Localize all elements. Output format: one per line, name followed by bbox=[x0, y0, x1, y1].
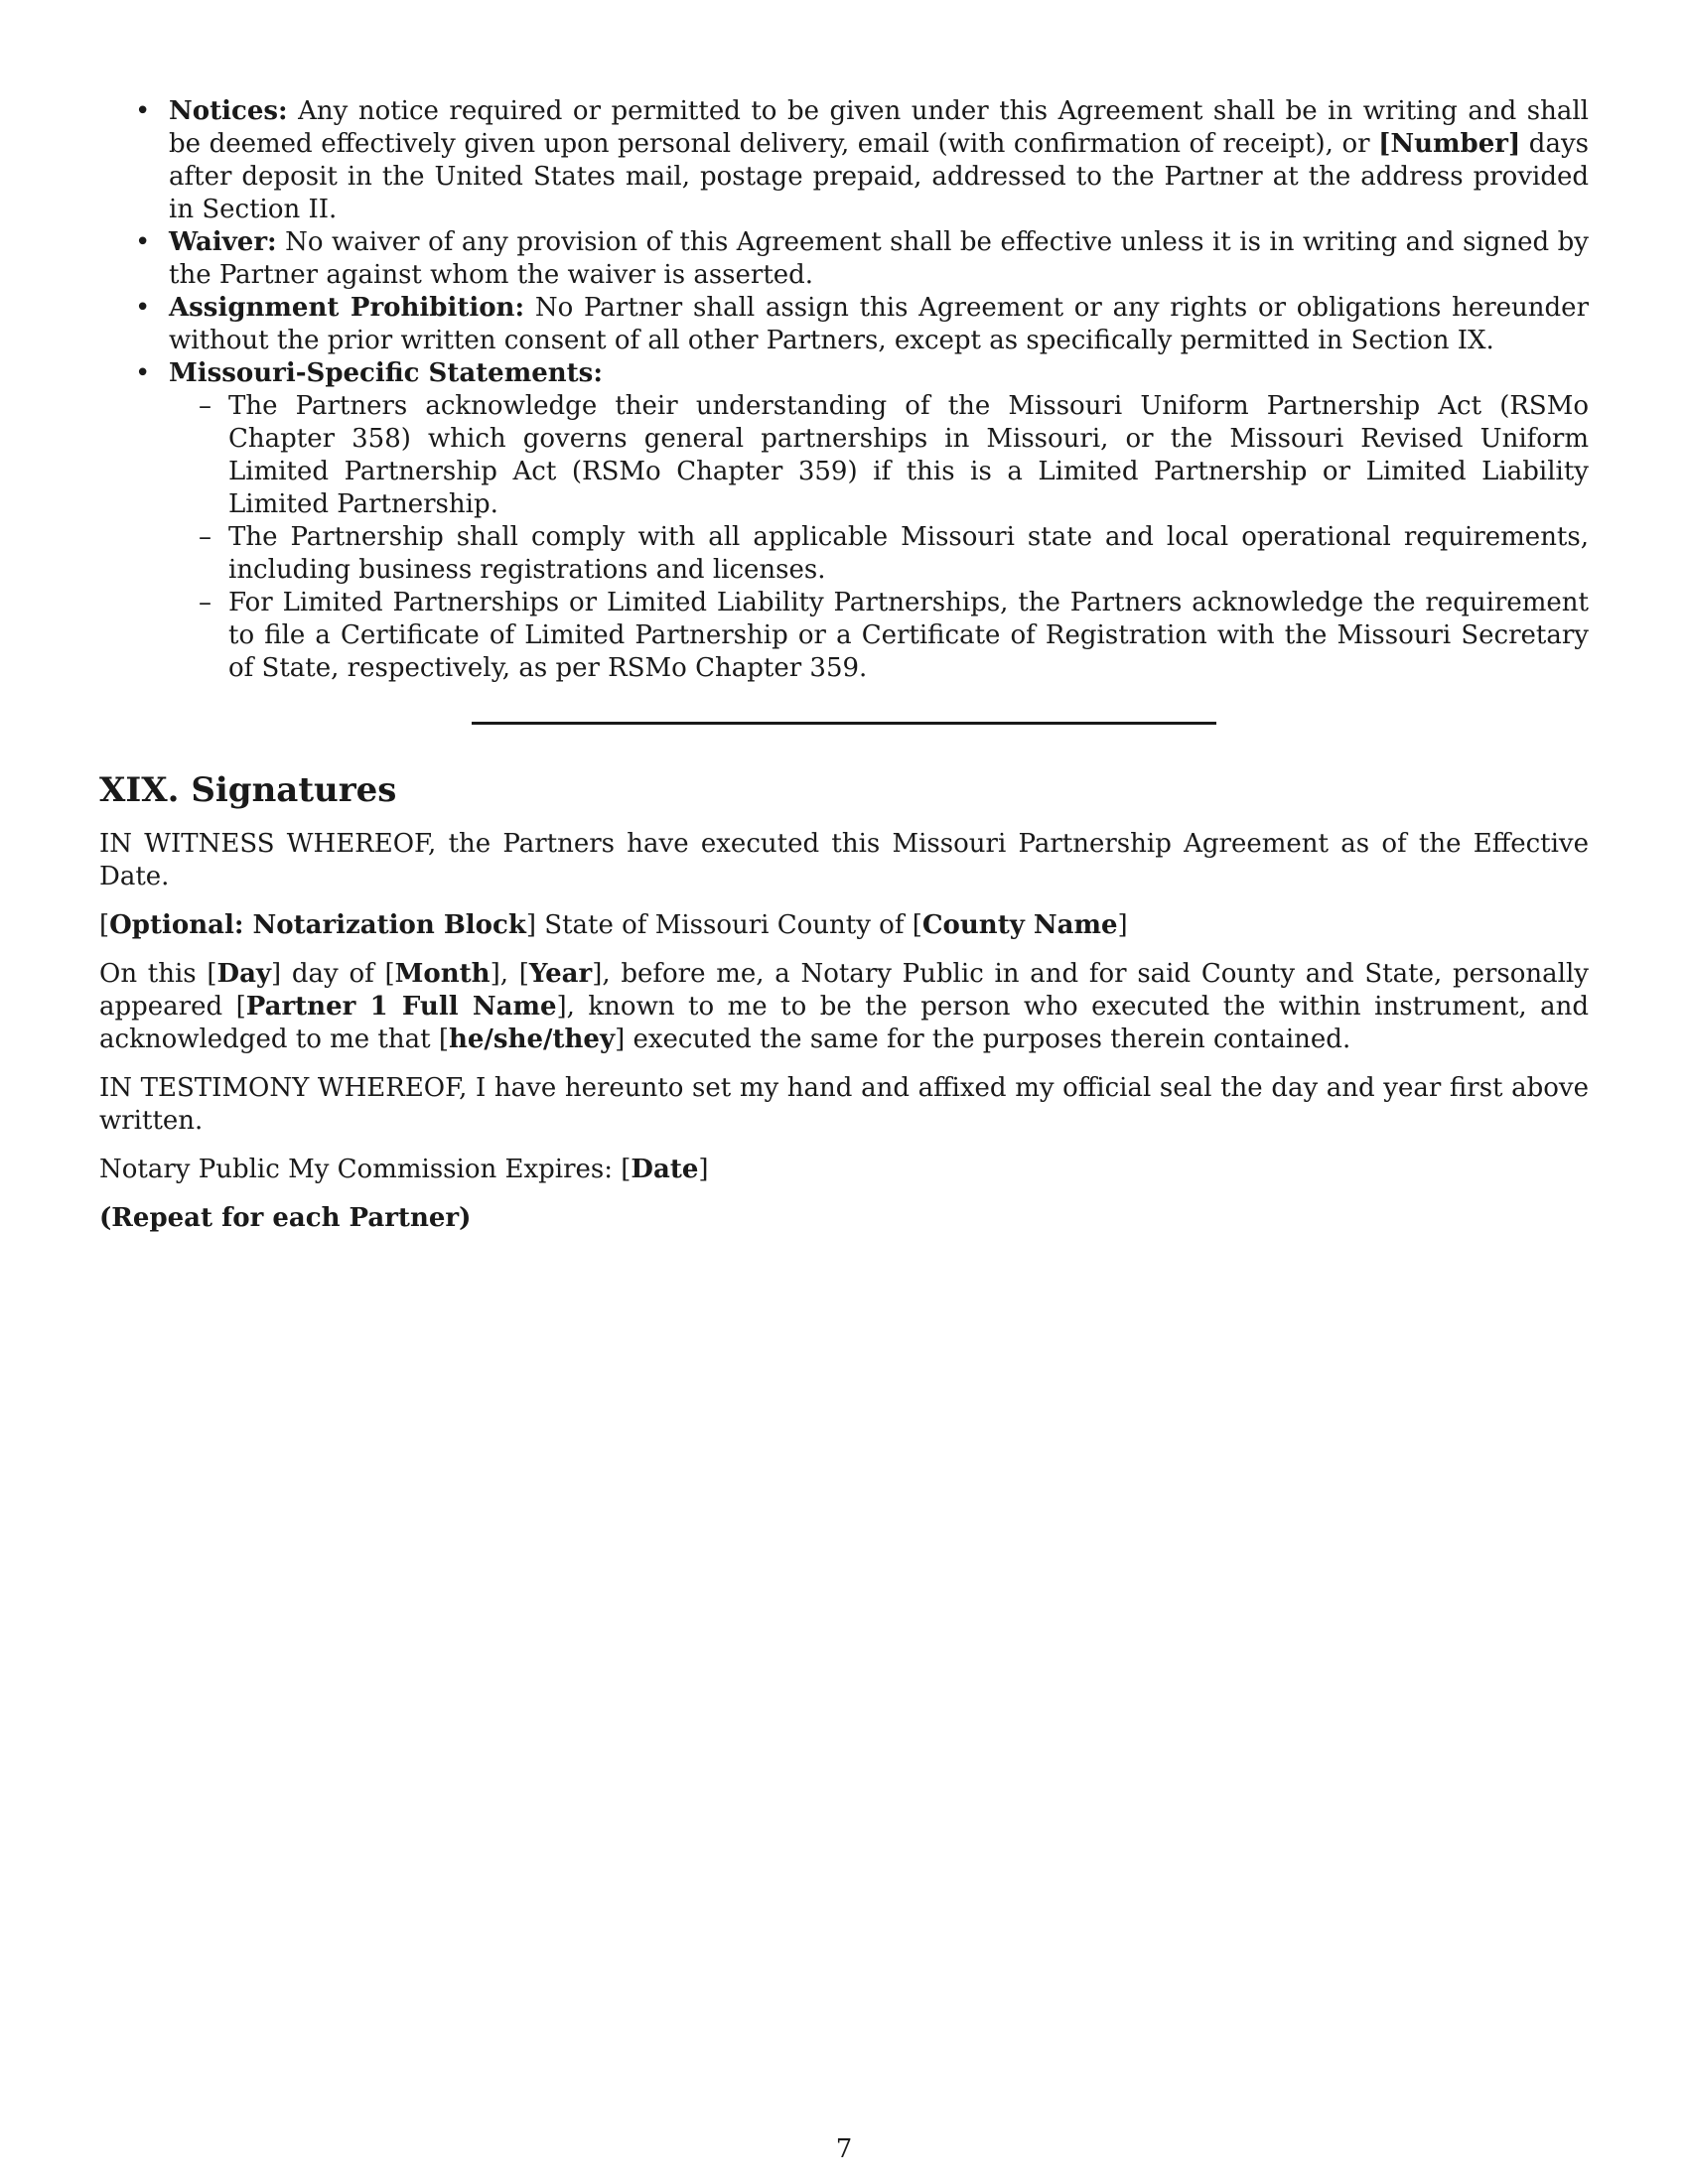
document-page bbox=[99, 95, 1589, 1251]
day-placeholder: Day bbox=[216, 959, 272, 989]
assignment-clause bbox=[99, 292, 1589, 357]
waiver-text: No waiver of any provision of this Agreement shall be effective unless it is in writing and signed by the Partner against whom the waiver is asserted. bbox=[169, 227, 1589, 290]
county-placeholder: County Name bbox=[921, 910, 1118, 940]
year-placeholder: Year bbox=[528, 959, 593, 989]
notary-block-text: State of Missouri County of [ bbox=[536, 910, 922, 940]
waiver-clause bbox=[99, 226, 1589, 292]
bracket: ] bbox=[698, 1155, 709, 1184]
missouri-statement: – The Partners acknowledge their understanding of the Missouri Uniform Partnership Act (RSMo Chapter 358) which governs general partnerships in Missouri, or the Missouri Revised Uniform Limited Partnership Act (RSMo Chapter 359) if this is a Limited Partnership or Limited Liability Limited Partnership. bbox=[169, 390, 1589, 521]
notices-number-placeholder: [Number] bbox=[1378, 129, 1521, 159]
acknowledgment-paragraph bbox=[99, 958, 1589, 1056]
commission-paragraph bbox=[99, 1154, 1589, 1186]
notices-label: Notices: bbox=[169, 96, 288, 126]
ack-text: ] executed the same for the purposes therein contained. bbox=[615, 1024, 1351, 1054]
ack-text: On this [ bbox=[99, 959, 217, 989]
waiver-label: Waiver: bbox=[169, 227, 277, 257]
notices-clause bbox=[99, 95, 1589, 226]
missouri-statements-list bbox=[169, 390, 1589, 685]
ack-text: ], known to me to be the person who executed the within instrument, and acknowledged to me that [ bbox=[99, 992, 1590, 1054]
witness-paragraph: IN WITNESS WHEREOF, the Partners have executed this Missouri Partnership Agreement as of the Effective Date. bbox=[99, 829, 1589, 891]
notices-text-before: Any notice required or permitted to be given under this Agreement shall be in writing and shall be deemed effectively given upon personal delivery, email (with confirmation of receipt), or bbox=[169, 96, 1589, 159]
assignment-label: Assignment Prohibition: bbox=[169, 293, 525, 323]
missouri-statement: – For Limited Partnerships or Limited Liability Partnerships, the Partners acknowledge the requirement to file a Certificate of Limited Partnership or a Certificate of Registration with the Missouri Secretary of State, respectively, as per RSMo Chapter 359. bbox=[169, 587, 1589, 685]
commission-text: Notary Public My Commission Expires: [ bbox=[99, 1155, 632, 1184]
bracket: ] bbox=[1117, 910, 1128, 940]
missouri-statement: – The Partnership shall comply with all applicable Missouri state and local operational requirements, including business registrations and licenses. bbox=[169, 521, 1589, 587]
signatures-heading: XIX. Signatures bbox=[99, 770, 397, 810]
bracket: [ bbox=[99, 910, 110, 940]
partner-name-placeholder: Partner 1 Full Name bbox=[245, 992, 557, 1022]
missouri-label: Missouri-Specific Statements: bbox=[169, 358, 603, 388]
repeat-note bbox=[99, 1202, 1589, 1235]
bracket: ] bbox=[525, 910, 537, 940]
pronoun-placeholder: he/she/they bbox=[448, 1024, 616, 1054]
notices-text-after: days after deposit in the United States mail, postage prepaid, addressed to the Partner at the address provided in Section II. bbox=[169, 129, 1589, 224]
repeat-note-text: (Repeat for each Partner) bbox=[99, 1203, 472, 1233]
date-placeholder: Date bbox=[631, 1155, 699, 1184]
month-placeholder: Month bbox=[394, 959, 491, 989]
page-number: 7 bbox=[835, 2134, 853, 2164]
assignment-text: No Partner shall assign this Agreement or any rights or obligations hereunder without the prior written consent of all other Partners, except as specifically permitted in Section IX. bbox=[169, 293, 1589, 355]
notary-block-paragraph bbox=[99, 909, 1589, 942]
section-divider bbox=[472, 722, 1216, 725]
testimony-paragraph: IN TESTIMONY WHEREOF, I have hereunto set my hand and affixed my official seal the day and year first above written. bbox=[99, 1073, 1589, 1136]
ack-text: ], before me, a Notary Public in and for said County and State, personally appeared [ bbox=[99, 959, 1589, 1022]
notary-block-label: Optional: Notarization Block bbox=[109, 910, 526, 940]
clause-list bbox=[99, 95, 1589, 685]
ack-text: ], [ bbox=[490, 959, 529, 989]
missouri-clause bbox=[99, 357, 1589, 685]
ack-text: ] day of [ bbox=[271, 959, 395, 989]
